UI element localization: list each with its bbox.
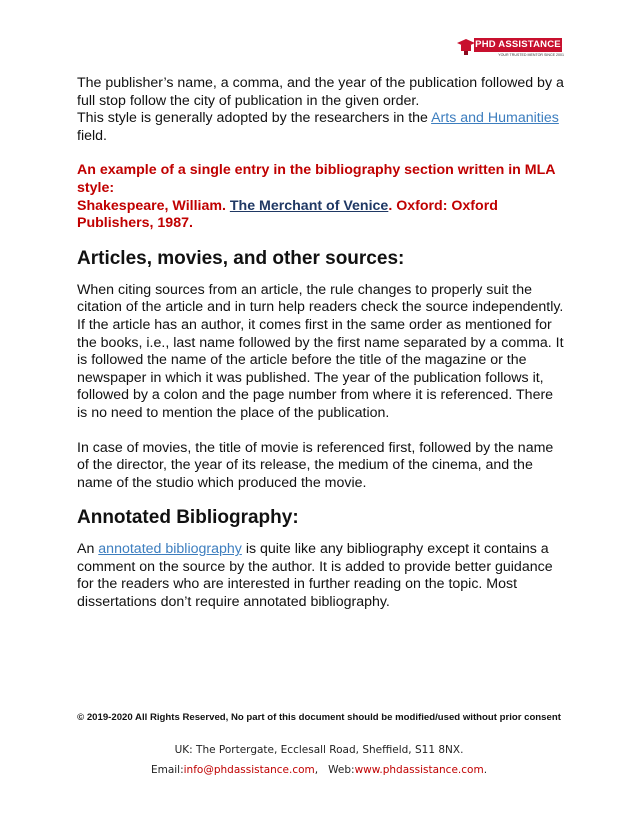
copyright-notice: © 2019-2020 All Rights Reserved, No part of this document should be modified/used without prior consent: [77, 712, 561, 723]
email-label: Email:: [150, 764, 184, 776]
web-link[interactable]: www.phdassistance.com: [354, 764, 484, 776]
logo-brand-name: PHD ASSISTANCE: [475, 39, 561, 50]
example-publisher: . Oxford: Oxford Publishers, 1987.: [77, 197, 498, 232]
articles-heading: Articles, movies, and other sources:: [77, 247, 405, 269]
footer-contact: Email:info@phdassistance.com, Web:www.phdassistance.com.: [150, 764, 488, 776]
example-heading: An example of a single entry in the bibliography section written in MLA style:: [77, 162, 555, 196]
intro-text-end: field.: [77, 127, 107, 144]
example-author: Shakespeare, William.: [77, 197, 230, 214]
document-body: [77, 75, 567, 612]
annotated-bibliography-link[interactable]: annotated bibliography: [98, 541, 242, 558]
arts-humanities-link[interactable]: Arts and Humanities: [431, 110, 559, 127]
annotated-heading: Annotated Bibliography:: [77, 507, 299, 529]
web-label: Web:: [328, 764, 355, 776]
example-entry: [77, 198, 567, 233]
email-link[interactable]: info@phdassistance.com: [183, 764, 315, 776]
annotated-text: is quite like any bibliography except it contains a comment on the source by the author. It is added to provide better guidance for the readers who are interested in further reading on the topic. Most dissertations don’t require annotated bibliography.: [77, 541, 553, 611]
intro-paragraph-2: [77, 110, 567, 145]
articles-paragraph-2: In case of movies, the title of movie is referenced first, followed by the name of the director, the year of its release, the medium of the cinema, and the name of the studio which produced the movie.: [77, 439, 554, 491]
brand-logo: [456, 36, 564, 60]
articles-paragraph-1: When citing sources from an article, the rule changes to properly suit the citation of the article and in turn help readers check the source independently. If the article has an author, it comes first in the same order as mentioned for the books, i.e., last name followed by the first name separated by a comma. It is followed the name of the article before the title of the magazine or the newspaper in which it was published. The year of the publication follows it, followed by a colon and the page number from where it is referenced. There is no need to mention the place of the publication.: [77, 281, 564, 421]
intro-text: This style is generally adopted by the researchers in the: [77, 110, 432, 127]
merchant-of-venice-link[interactable]: The Merchant of Venice: [229, 197, 389, 214]
annotated-text-start: An: [77, 541, 99, 558]
annotated-paragraph: [77, 541, 567, 611]
footer-address: UK: The Portergate, Ecclesall Road, Sheffield, S11 8NX.: [174, 744, 464, 756]
academic-cap-icon: [456, 38, 476, 56]
logo-tagline: YOUR TRUSTED MENTOR SINCE 2001: [498, 53, 564, 57]
intro-paragraph-1: The publisher’s name, a comma, and the year of the publication followed by a full stop follow the city of publication in the given order.: [77, 75, 564, 109]
